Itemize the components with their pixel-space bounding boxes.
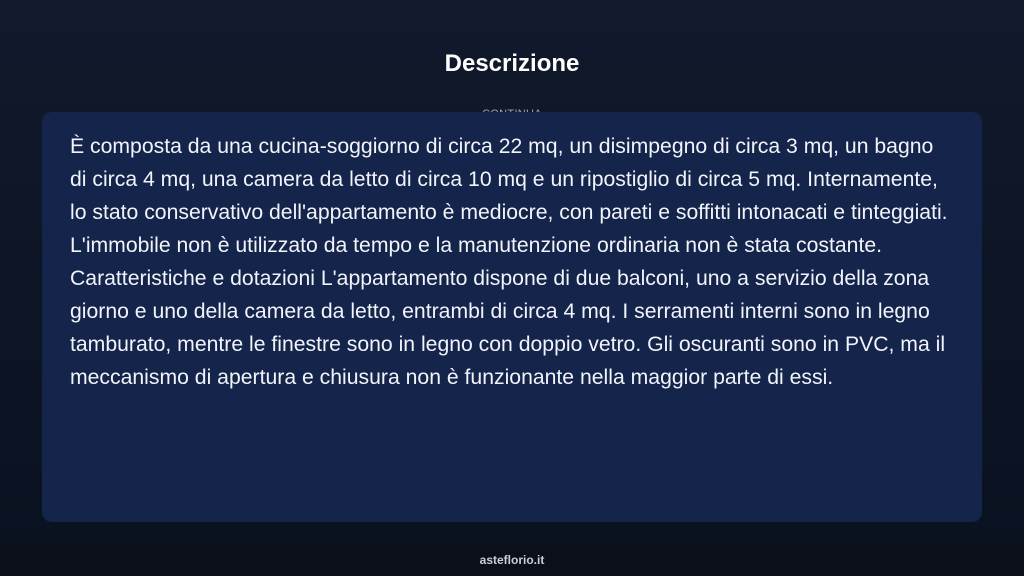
description-text: È composta da una cucina-soggiorno di circa 22 mq, un disimpegno di circa 3 mq, un bagno di circa 4 mq, una camera da letto di circa 10 mq e un ripostiglio di circa 5 mq. Internamente, lo stato conservativo dell'appartamento è mediocre, con pareti e soffitti intonacati e tinteggiati. L'immobile non è utilizzato da tempo e la manutenzione ordinaria non è stata costante. Caratteristiche e dotazioni L'appartamento dispone di due balconi, uno a servizio della zona giorno e uno della camera da letto, entrambi di circa 4 mq. I serramenti interni sono in legno tamburato, mentre le finestre sono in legno con doppio vetro. Gli oscuranti sono in PVC, ma il meccanismo di apertura e chiusura non è funzionante nella maggior parte di essi.: [70, 135, 948, 389]
description-card: [42, 112, 982, 522]
page-header: [0, 48, 1024, 122]
page-title: Descrizione: [444, 50, 580, 77]
footer-brand: asteflorio.it: [479, 553, 545, 567]
footer-bar: [0, 543, 1024, 576]
